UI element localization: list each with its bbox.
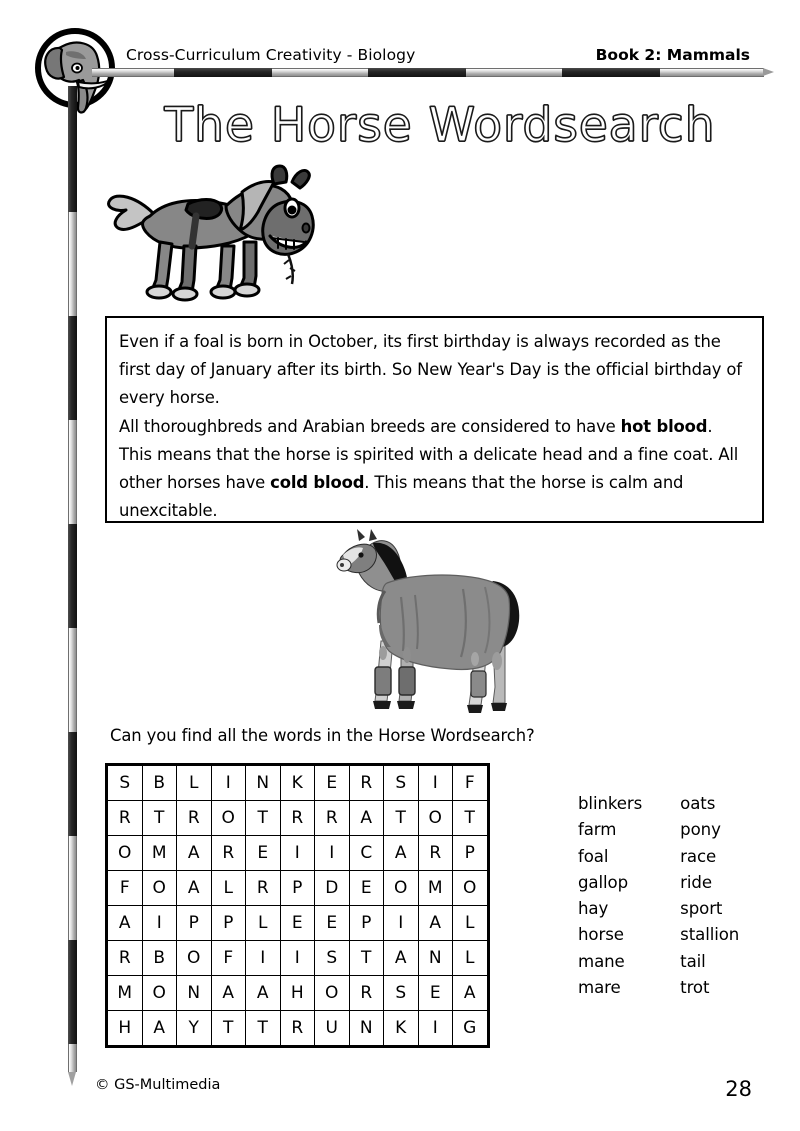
wordsearch-cell[interactable]: E xyxy=(315,906,350,941)
word-list-item: pony xyxy=(680,820,721,840)
wordsearch-cell[interactable]: T xyxy=(453,801,488,836)
vertical-divider-pole xyxy=(68,86,77,1086)
wordsearch-cell[interactable]: H xyxy=(108,1011,143,1046)
wordsearch-cell[interactable]: A xyxy=(418,906,453,941)
wordsearch-cell[interactable]: O xyxy=(108,836,143,871)
wordsearch-cell[interactable]: A xyxy=(384,941,419,976)
wordsearch-cell[interactable]: Y xyxy=(177,1011,212,1046)
wordsearch-cell[interactable]: K xyxy=(280,766,315,801)
wordsearch-row xyxy=(108,801,488,836)
footer-copyright: © GS-Multimedia xyxy=(95,1077,221,1093)
wordsearch-cell[interactable]: S xyxy=(384,766,419,801)
wordsearch-cell[interactable]: G xyxy=(453,1011,488,1046)
wordsearch-cell[interactable]: T xyxy=(246,1011,281,1046)
wordsearch-cell[interactable]: P xyxy=(453,836,488,871)
wordsearch-row xyxy=(108,976,488,1011)
fact-bold-cold-blood: cold blood xyxy=(270,473,365,493)
wordsearch-cell[interactable]: I xyxy=(280,836,315,871)
wordsearch-cell[interactable]: A xyxy=(453,976,488,1011)
wordsearch-cell[interactable]: A xyxy=(211,976,246,1011)
word-list-column-1 xyxy=(578,791,642,1001)
wordsearch-cell[interactable]: E xyxy=(315,766,350,801)
wordsearch-cell[interactable]: E xyxy=(246,836,281,871)
footer-page-number: 28 xyxy=(725,1077,752,1101)
wordsearch-cell[interactable]: I xyxy=(315,836,350,871)
wordsearch-grid[interactable] xyxy=(105,763,490,1048)
wordsearch-cell[interactable]: O xyxy=(177,941,212,976)
wordsearch-cell[interactable]: I xyxy=(280,941,315,976)
wordsearch-row xyxy=(108,766,488,801)
wordsearch-cell[interactable]: S xyxy=(384,976,419,1011)
wordsearch-cell[interactable]: B xyxy=(142,766,177,801)
word-list-item: mane xyxy=(578,951,625,971)
wordsearch-cell[interactable]: R xyxy=(349,976,384,1011)
header-divider-rule xyxy=(92,68,764,77)
wordsearch-cell[interactable]: R xyxy=(280,801,315,836)
fact-paragraph-1: Even if a foal is born in October, its first birthday is always recorded as the first day of January after its birth. So New Year's Day is the official birthday of every horse. xyxy=(119,332,742,408)
wordsearch-cell[interactable]: T xyxy=(246,801,281,836)
wordsearch-word-list xyxy=(578,791,739,1001)
wordsearch-cell[interactable]: L xyxy=(246,906,281,941)
wordsearch-cell[interactable]: I xyxy=(211,766,246,801)
horse-wearing-rug-illustration xyxy=(325,525,551,715)
word-list-item: sport xyxy=(680,899,723,919)
wordsearch-cell[interactable]: N xyxy=(246,766,281,801)
wordsearch-cell[interactable]: R xyxy=(349,766,384,801)
wordsearch-cell[interactable]: R xyxy=(211,836,246,871)
wordsearch-cell[interactable]: E xyxy=(418,976,453,1011)
word-list-item: trot xyxy=(680,978,710,998)
wordsearch-cell[interactable]: U xyxy=(315,1011,350,1046)
wordsearch-cell[interactable]: H xyxy=(280,976,315,1011)
wordsearch-cell[interactable]: A xyxy=(177,836,212,871)
wordsearch-cell[interactable]: N xyxy=(349,1011,384,1046)
wordsearch-row xyxy=(108,941,488,976)
wordsearch-cell[interactable]: L xyxy=(453,941,488,976)
fact-bold-hot-blood: hot blood xyxy=(620,416,708,436)
wordsearch-cell[interactable]: A xyxy=(384,836,419,871)
wordsearch-cell[interactable]: T xyxy=(142,801,177,836)
wordsearch-cell[interactable]: S xyxy=(315,941,350,976)
wordsearch-cell[interactable]: T xyxy=(211,1011,246,1046)
wordsearch-cell[interactable]: L xyxy=(453,906,488,941)
wordsearch-cell[interactable]: M xyxy=(418,871,453,906)
header-left-title: Cross-Curriculum Creativity - Biology xyxy=(126,46,416,64)
wordsearch-cell[interactable]: N xyxy=(177,976,212,1011)
wordsearch-cell[interactable]: P xyxy=(349,906,384,941)
word-list-item: foal xyxy=(578,846,609,866)
wordsearch-cell[interactable]: A xyxy=(349,801,384,836)
word-list-item: stallion xyxy=(680,925,740,945)
wordsearch-cell[interactable]: O xyxy=(142,871,177,906)
word-list-item: blinkers xyxy=(578,794,643,813)
wordsearch-cell[interactable]: L xyxy=(177,766,212,801)
wordsearch-cell[interactable]: R xyxy=(315,801,350,836)
word-list-item: oats xyxy=(680,794,716,813)
wordsearch-cell[interactable]: M xyxy=(108,976,143,1011)
word-list-item: ride xyxy=(680,872,712,892)
header-right-title: Book 2: Mammals xyxy=(595,46,750,64)
instruction-question: Can you find all the words in the Horse Wordsearch? xyxy=(110,726,535,745)
wordsearch-cell[interactable]: C xyxy=(349,836,384,871)
wordsearch-cell[interactable]: M xyxy=(142,836,177,871)
wordsearch-cell[interactable]: E xyxy=(349,871,384,906)
fact-paragraph-2 xyxy=(119,413,750,526)
cartoon-horse-illustration xyxy=(92,158,332,306)
wordsearch-row xyxy=(108,871,488,906)
word-list-item: hay xyxy=(578,899,609,919)
wordsearch-cell[interactable]: E xyxy=(280,906,315,941)
wordsearch-cell[interactable]: A xyxy=(177,871,212,906)
fact-text-b: . This means that the horse is spirited with a delicate head and a fine coat. All other horses have xyxy=(119,416,739,493)
wordsearch-cell[interactable]: O xyxy=(211,801,246,836)
word-list-item: mare xyxy=(578,978,621,998)
wordsearch-cell[interactable]: P xyxy=(177,906,212,941)
wordsearch-cell[interactable]: P xyxy=(211,906,246,941)
wordsearch-cell[interactable]: D xyxy=(315,871,350,906)
word-list-item: race xyxy=(680,846,717,866)
page-title: The Horse Wordsearch xyxy=(164,98,716,153)
fact-text-c: . This means that the horse is calm and unexcitable. xyxy=(119,473,684,521)
wordsearch-cell[interactable]: N xyxy=(418,941,453,976)
wordsearch-row xyxy=(108,906,488,941)
wordsearch-cell[interactable]: F xyxy=(453,766,488,801)
wordsearch-cell[interactable]: O xyxy=(384,871,419,906)
word-list-item: horse xyxy=(578,925,624,945)
wordsearch-cell[interactable]: R xyxy=(177,801,212,836)
wordsearch-cell[interactable]: I xyxy=(142,906,177,941)
wordsearch-cell[interactable]: A xyxy=(142,1011,177,1046)
wordsearch-cell[interactable]: F xyxy=(108,871,143,906)
wordsearch-cell[interactable]: R xyxy=(108,801,143,836)
wordsearch-row xyxy=(108,1011,488,1046)
word-list-item: tail xyxy=(680,951,706,971)
word-list-item: gallop xyxy=(578,872,629,892)
wordsearch-cell[interactable]: O xyxy=(315,976,350,1011)
fact-box xyxy=(105,316,764,523)
wordsearch-cell[interactable]: O xyxy=(142,976,177,1011)
wordsearch-cell[interactable]: T xyxy=(384,801,419,836)
wordsearch-cell[interactable]: R xyxy=(246,871,281,906)
wordsearch-cell[interactable]: L xyxy=(211,871,246,906)
wordsearch-cell[interactable]: R xyxy=(108,941,143,976)
fact-text-a: All thoroughbreds and Arabian breeds are considered to have xyxy=(119,416,621,436)
wordsearch-cell[interactable]: S xyxy=(108,766,143,801)
wordsearch-cell[interactable]: A xyxy=(108,906,143,941)
wordsearch-cell[interactable]: A xyxy=(246,976,281,1011)
wordsearch-table[interactable] xyxy=(107,765,488,1046)
wordsearch-cell[interactable]: F xyxy=(211,941,246,976)
wordsearch-cell[interactable]: I xyxy=(418,1011,453,1046)
wordsearch-cell[interactable]: I xyxy=(246,941,281,976)
wordsearch-row xyxy=(108,836,488,871)
word-list-item: farm xyxy=(578,820,617,840)
wordsearch-cell[interactable]: O xyxy=(418,801,453,836)
wordsearch-cell[interactable]: R xyxy=(280,1011,315,1046)
wordsearch-cell[interactable]: B xyxy=(142,941,177,976)
wordsearch-cell[interactable]: K xyxy=(384,1011,419,1046)
wordsearch-cell[interactable]: T xyxy=(349,941,384,976)
word-list-column-2 xyxy=(672,791,739,1001)
wordsearch-cell[interactable]: I xyxy=(418,766,453,801)
wordsearch-cell[interactable]: R xyxy=(418,836,453,871)
wordsearch-cell[interactable]: O xyxy=(453,871,488,906)
wordsearch-cell[interactable]: P xyxy=(280,871,315,906)
wordsearch-cell[interactable]: I xyxy=(384,906,419,941)
